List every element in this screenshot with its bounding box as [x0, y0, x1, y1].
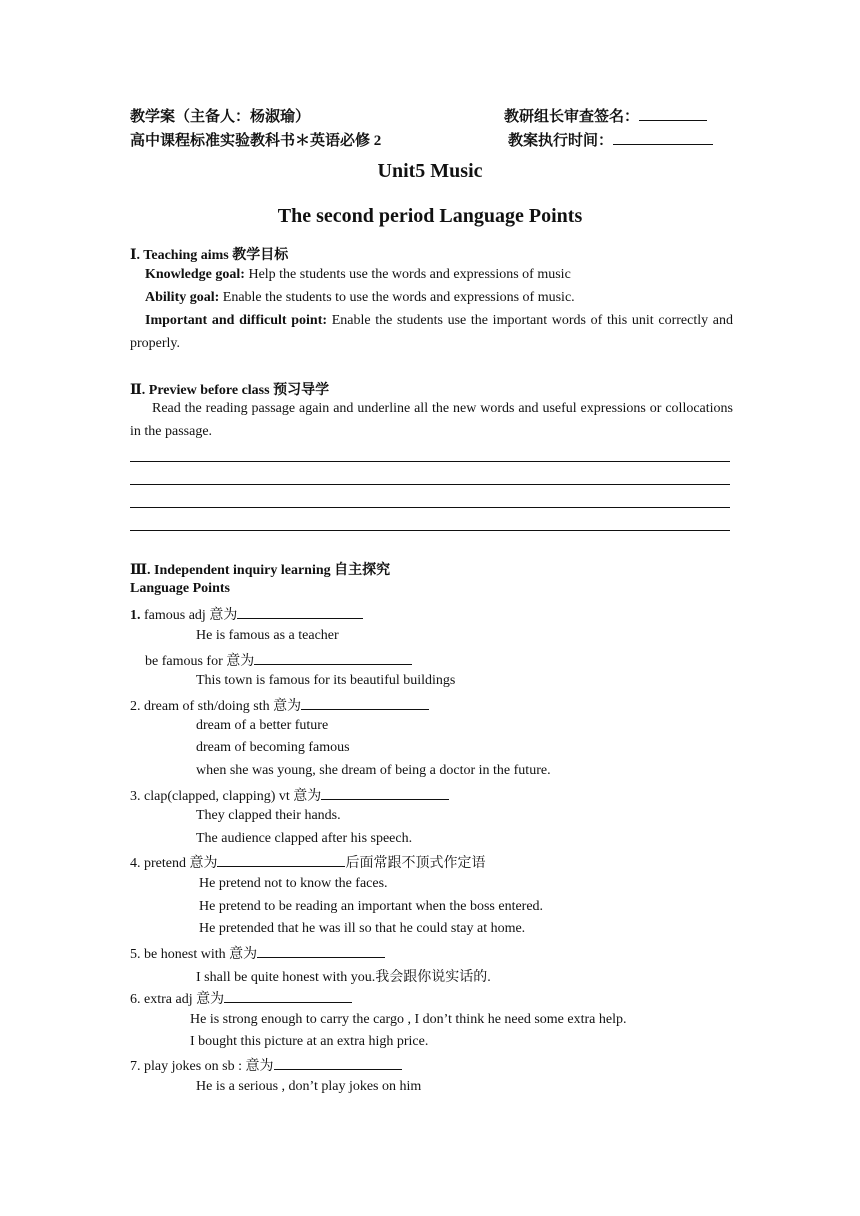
meaning-blank	[274, 1068, 402, 1070]
meaning-blank	[224, 1001, 352, 1003]
period-title: The second period Language Points	[277, 205, 583, 227]
example-sentence: I bought this picture at an extra high price.	[190, 1034, 429, 1049]
answer-line	[130, 484, 730, 485]
ability-goal	[145, 290, 575, 306]
point-suffix: 后面常跟不顶式作定语	[345, 856, 486, 871]
header-right-line1	[504, 105, 707, 126]
ability-goal-text: Enable the students to use the words and expressions of music.	[219, 290, 575, 305]
header-right-line2	[508, 129, 713, 150]
ability-goal-label: Ability goal:	[145, 290, 220, 305]
point-head: 2. dream of sth/doing sth 意为	[130, 699, 302, 714]
meaning-blank	[217, 865, 345, 867]
header-time-label: 教案执行时间：	[508, 133, 614, 149]
point-item	[130, 943, 385, 963]
point-number: 1.	[130, 608, 141, 623]
important-point	[130, 309, 733, 355]
knowledge-goal-label: Knowledge goal:	[145, 267, 245, 282]
meaning-blank	[237, 617, 363, 619]
point-head: 3. clap(clapped, clapping) vt 意为	[130, 789, 322, 804]
example-sentence: This town is famous for its beautiful buildings	[196, 673, 456, 688]
example-sentence: He is a serious , don’t play jokes on him	[196, 1079, 422, 1094]
answer-line	[130, 530, 730, 531]
point-head: 5. be honest with 意为	[130, 947, 258, 962]
example-sentence: dream of becoming famous	[196, 740, 350, 755]
example-sentence: when she was young, she dream of being a doctor in the future.	[196, 763, 551, 778]
meaning-blank	[321, 798, 449, 800]
point-head: 7. play jokes on sb : 意为	[130, 1059, 274, 1074]
example-sentence: I shall be quite honest with you.我会跟你说实话的.	[196, 970, 491, 985]
header-left-line1: 教学案（主备人：杨淑瑜）	[130, 109, 311, 125]
point-head: be famous for 意为	[145, 654, 255, 669]
section1-heading: Ⅰ. Teaching aims 教学目标	[130, 248, 289, 263]
point-head: famous adj 意为	[140, 608, 238, 623]
important-point-text: Enable the students use the important words of this unit correctly and properly.	[130, 313, 733, 351]
point-item	[130, 604, 363, 624]
point-item	[130, 852, 485, 872]
knowledge-goal	[145, 267, 571, 283]
point-item	[130, 695, 429, 715]
point-head: 6. extra adj 意为	[130, 992, 225, 1007]
point-item	[145, 650, 412, 670]
example-sentence: dream of a better future	[196, 718, 329, 733]
preview-instruction: Read the reading passage again and underline all the new words and useful expressions or collocations in the passage.	[130, 401, 733, 439]
important-point-label: Important and difficult point:	[145, 313, 328, 328]
knowledge-goal-text: Help the students use the words and expressions of music	[244, 267, 571, 282]
meaning-blank	[301, 708, 429, 710]
time-blank	[613, 143, 713, 145]
point-item	[130, 785, 449, 805]
point-item	[130, 1055, 402, 1075]
section3-heading: Ⅲ. Independent inquiry learning 自主探究	[130, 563, 391, 578]
section2-heading: Ⅱ. Preview before class 预习导学	[130, 383, 330, 398]
language-points-heading: Language Points	[130, 581, 230, 596]
answer-line	[130, 461, 730, 462]
example-sentence: They clapped their hands.	[196, 808, 341, 823]
example-sentence: He pretend not to know the faces.	[199, 876, 388, 891]
point-item	[130, 988, 352, 1008]
example-sentence: The audience clapped after his speech.	[196, 831, 413, 846]
meaning-blank	[257, 956, 385, 958]
example-sentence: He pretend to be reading an important when the boss entered.	[199, 899, 544, 914]
example-sentence: He pretended that he was ill so that he could stay at home.	[199, 921, 526, 936]
header-signature-label: 教研组长审查签名：	[504, 109, 640, 125]
example-sentence: He is strong enough to carry the cargo , I don’t think he need some extra help.	[190, 1012, 627, 1027]
answer-line	[130, 507, 730, 508]
example-sentence: He is famous as a teacher	[196, 628, 339, 643]
unit-title: Unit5 Music	[377, 160, 483, 182]
point-head: 4. pretend 意为	[130, 856, 218, 871]
header-left-line2: 高中课程标准实验教科书＊英语必修 2	[130, 133, 382, 149]
signature-blank	[639, 119, 707, 121]
meaning-blank	[254, 663, 412, 665]
